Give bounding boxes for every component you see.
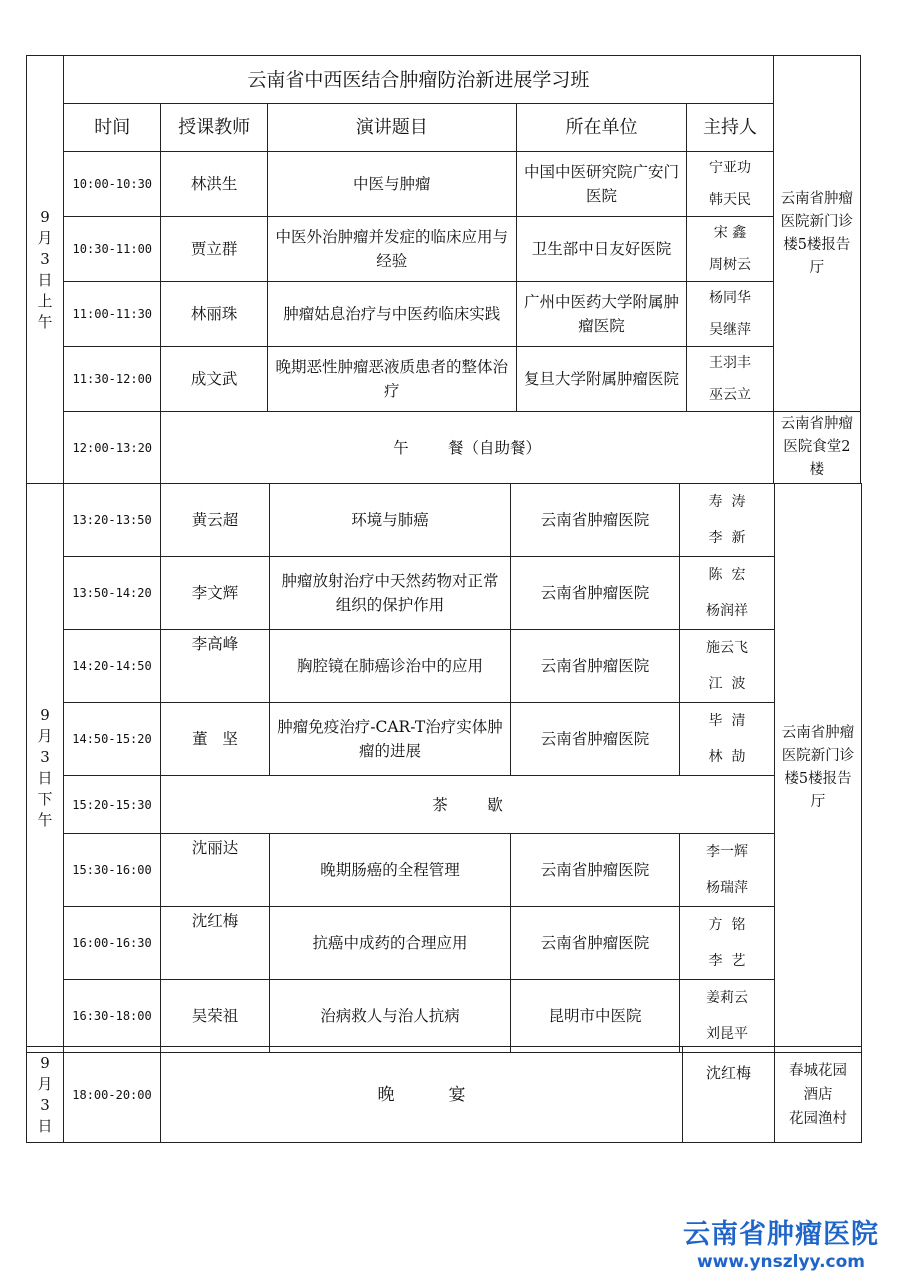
- tea-break-row: [27, 776, 862, 834]
- table-row: [27, 484, 862, 557]
- session-hosts: 宋 鑫 周树云: [687, 217, 773, 282]
- morning-schedule-table: [26, 55, 861, 484]
- session-topic: 中医外治肿瘤并发症的临床应用与经验: [267, 217, 516, 282]
- dinner-row: [27, 1047, 862, 1143]
- table-row: [27, 217, 861, 282]
- session-time: 10:00-10:30: [64, 152, 161, 217]
- hospital-name: 云南省肿瘤医院: [683, 1219, 879, 1250]
- dinner-label: 晚 宴: [161, 1047, 683, 1143]
- header-teacher: 授课教师: [161, 104, 267, 152]
- session-hosts: 施云飞 江 波: [680, 630, 775, 703]
- session-time: 13:20-13:50: [64, 484, 161, 557]
- table-row: [27, 347, 861, 412]
- lunch-row: [27, 412, 861, 484]
- session-topic: 肿瘤姑息治疗与中医药临床实践: [267, 282, 516, 347]
- session-hosts: 李一辉 杨瑞萍: [680, 834, 775, 907]
- tea-break-time: 15:20-15:30: [64, 776, 161, 834]
- session-teacher: 黄云超: [161, 484, 270, 557]
- table-row: [27, 282, 861, 347]
- session-topic: 晚期恶性肿瘤恶液质患者的整体治疗: [267, 347, 516, 412]
- lunch-label: 午 餐（自助餐）: [161, 412, 773, 484]
- header-unit: 所在单位: [516, 104, 687, 152]
- session-topic: 中医与肿瘤: [267, 152, 516, 217]
- table-row: [27, 980, 862, 1053]
- page-title: 云南省中西医结合肿瘤防治新进展学习班: [64, 56, 774, 104]
- session-unit: 云南省肿瘤医院: [511, 557, 680, 630]
- session-hosts: 陈 宏 杨润祥: [680, 557, 775, 630]
- session-topic: 抗癌中成药的合理应用: [270, 907, 511, 980]
- session-time: 11:00-11:30: [64, 282, 161, 347]
- session-unit: 云南省肿瘤医院: [511, 630, 680, 703]
- session-teacher: 董 坚: [161, 703, 270, 776]
- session-hosts: 姜莉云 刘昆平: [680, 980, 775, 1053]
- session-topic: 肿瘤免疫治疗-CAR-T治疗实体肿瘤的进展: [270, 703, 511, 776]
- header-host: 主持人: [687, 104, 773, 152]
- session-unit: 云南省肿瘤医院: [511, 834, 680, 907]
- table-row: [27, 630, 862, 703]
- header-time: 时间: [64, 104, 161, 152]
- table-row: [27, 834, 862, 907]
- hospital-logo: [670, 1218, 892, 1272]
- session-time: 15:30-16:00: [64, 834, 161, 907]
- session-time: 13:50-14:20: [64, 557, 161, 630]
- session-topic: 晚期肠癌的全程管理: [270, 834, 511, 907]
- session-hosts: 毕 清 林 劼: [680, 703, 775, 776]
- dinner-time: 18:00-20:00: [64, 1047, 161, 1143]
- session-teacher: 沈红梅: [161, 907, 270, 980]
- session-time: 10:30-11:00: [64, 217, 161, 282]
- table-row: [27, 152, 861, 217]
- session-time: 11:30-12:00: [64, 347, 161, 412]
- session-teacher: 李文辉: [161, 557, 270, 630]
- session-time: 14:50-15:20: [64, 703, 161, 776]
- table-row: [27, 703, 862, 776]
- session-unit: 云南省肿瘤医院: [511, 703, 680, 776]
- hospital-url[interactable]: www.ynszlyy.com: [696, 1252, 866, 1272]
- session-unit: 云南省肿瘤医院: [511, 484, 680, 557]
- session-hosts: 寿 涛 李 新: [680, 484, 775, 557]
- evening-day-label: 9 月 3 日: [27, 1047, 64, 1143]
- lunch-time: 12:00-13:20: [64, 412, 161, 484]
- session-teacher: 李高峰: [161, 630, 270, 703]
- tea-break-label: 茶 歇: [161, 776, 775, 834]
- session-time: 16:30-18:00: [64, 980, 161, 1053]
- session-topic: 治病救人与治人抗病: [270, 980, 511, 1053]
- morning-venue: 云南省肿瘤医院新门诊楼5楼报告厅: [773, 56, 860, 412]
- session-unit: 卫生部中日友好医院: [516, 217, 687, 282]
- dinner-host: 沈红梅: [683, 1047, 775, 1143]
- afternoon-venue: 云南省肿瘤医院新门诊楼5楼报告厅: [775, 484, 862, 1053]
- afternoon-day-label: 9 月 3 日 下 午: [27, 484, 64, 1053]
- session-unit: 广州中医药大学附属肿瘤医院: [516, 282, 687, 347]
- session-time: 16:00-16:30: [64, 907, 161, 980]
- session-time: 14:20-14:50: [64, 630, 161, 703]
- session-teacher: 成文武: [161, 347, 267, 412]
- session-hosts: 杨同华 吴继萍: [687, 282, 773, 347]
- table-row: [27, 907, 862, 980]
- session-hosts: 方 铭 李 艺: [680, 907, 775, 980]
- session-topic: 胸腔镜在肺癌诊治中的应用: [270, 630, 511, 703]
- session-unit: 中国中医研究院广安门医院: [516, 152, 687, 217]
- session-teacher: 贾立群: [161, 217, 267, 282]
- table-row: [27, 557, 862, 630]
- morning-day-label: 9 月 3 日 上 午: [27, 56, 64, 484]
- session-teacher: 林洪生: [161, 152, 267, 217]
- lunch-venue: 云南省肿瘤医院食堂2楼: [773, 412, 860, 484]
- afternoon-schedule-table: [26, 483, 862, 1053]
- session-unit: 复旦大学附属肿瘤医院: [516, 347, 687, 412]
- session-unit: 云南省肿瘤医院: [511, 907, 680, 980]
- evening-schedule-table: [26, 1046, 862, 1143]
- session-teacher: 吴荣祖: [161, 980, 270, 1053]
- session-teacher: 沈丽达: [161, 834, 270, 907]
- session-unit: 昆明市中医院: [511, 980, 680, 1053]
- session-topic: 环境与肺癌: [270, 484, 511, 557]
- dinner-venue: 春城花园 酒店 花园渔村: [775, 1047, 862, 1143]
- session-hosts: 宁亚功 韩天民: [687, 152, 773, 217]
- header-topic: 演讲题目: [267, 104, 516, 152]
- session-teacher: 林丽珠: [161, 282, 267, 347]
- session-topic: 肿瘤放射治疗中天然药物对正常组织的保护作用: [270, 557, 511, 630]
- session-hosts: 王羽丰 巫云立: [687, 347, 773, 412]
